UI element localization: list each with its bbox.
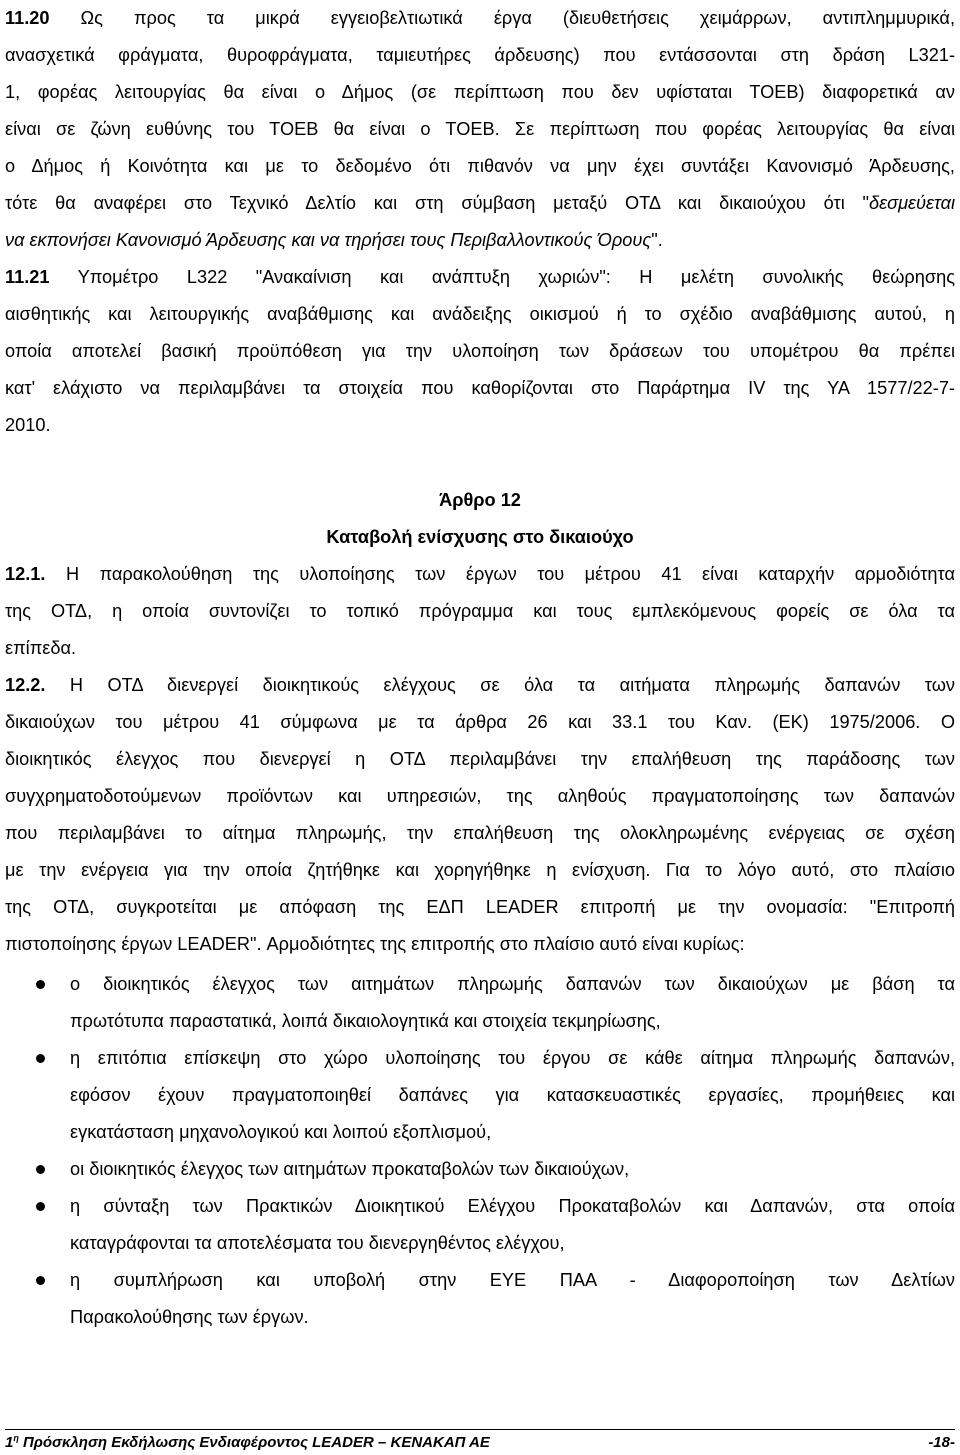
- line-text: ".: [651, 230, 663, 250]
- article-title: Άρθρο 12: [439, 490, 521, 510]
- text-line: [5, 259, 955, 295]
- italic-text: να εκπονήσει Κανονισμό Άρδευσης και να τηρήσει τους Περιβαλλοντικούς Όρους: [5, 230, 652, 250]
- text-line: [5, 0, 955, 36]
- bullet-line: οι διοικητικός έλεγχος των αιτημάτων προκαταβολών των δικαιούχων,: [70, 1159, 630, 1179]
- section-number: 11.21: [5, 267, 50, 287]
- text-line: 2010.: [5, 415, 51, 435]
- text-line: πιστοποίησης έργων LEADER". Αρμοδιότητες της επιτροπής στο πλαίσιο αυτό είναι κυρίως:: [5, 934, 745, 954]
- bullet-line: ο διοικητικός έλεγχος των αιτημάτων πληρωμής δαπανών των δικαιούχων με βάση τα: [70, 974, 955, 994]
- page-number: -18-: [928, 1434, 955, 1451]
- italic-text: δεσμεύεται: [869, 193, 955, 213]
- bullet-dot: [36, 1202, 45, 1211]
- footer-superscript: η: [13, 1433, 19, 1443]
- section-number: 12.1.: [5, 564, 46, 584]
- text-line: ο Δήμος ή Κοινότητα και με το δεδομένο ότι πιθανόν να μην έχει συντάξει Κανονισμό Άρδευσης,: [5, 156, 955, 176]
- bullet-line: η επιτόπια επίσκεψη στο χώρο υλοποίησης του έργου σε κάθε αίτημα πληρωμής δαπανών,: [70, 1048, 955, 1068]
- text-line: δικαιούχων του μέτρου 41 σύμφωνα με τα άρθρα 26 και 33.1 του Καν. (ΕΚ) 1975/2006. Ο: [5, 712, 955, 732]
- line-text: τότε θα αναφέρει στο Τεχνικό Δελτίο και στη σύμβαση μεταξύ ΟΤΔ και δικαιούχου ότι ": [5, 193, 870, 213]
- footer-title: [5, 1431, 490, 1455]
- bullet-line: η συμπλήρωση και υποβολή στην ΕΥΕ ΠΑΑ - Διαφοροποίηση των Δελτίων: [70, 1270, 955, 1290]
- text-line: συγχρηματοδοτούμενων προϊόντων και υπηρεσιών, της αληθούς πραγματοποίησης των δαπανών: [5, 786, 955, 806]
- footer-divider: [5, 1429, 955, 1430]
- line-text: Η παρακολούθηση της υλοποίησης των έργων του μέτρου 41 είναι καταρχήν αρμοδιότητα: [45, 564, 955, 584]
- section-number: 11.20: [5, 8, 50, 28]
- text-line: 1, φορέας λειτουργίας θα είναι ο Δήμος (σε περίπτωση που δεν υφίσταται ΤΟΕΒ) διαφορετικά αν: [5, 82, 955, 102]
- footer-number: 1: [5, 1434, 14, 1451]
- bullet-dot: [36, 1276, 45, 1285]
- text-line: αισθητικής και λειτουργικής αναβάθμισης και ανάδειξης οικισμού ή το σχέδιο αναβάθμισης αυτού, η: [5, 304, 955, 324]
- text-line: που περιλαμβάνει το αίτημα πληρωμής, την επαλήθευση της ολοκληρωμένης ενέργειας σε σχέση: [5, 823, 955, 843]
- text-line: κατ' ελάχιστο να περιλαμβάνει τα στοιχεία που καθορίζονται στο Παράρτημα IV της ΥΑ 1577/22-7-: [5, 378, 955, 398]
- footer-text: Πρόσκληση Εκδήλωσης Ενδιαφέροντος LEADER – ΚΕΝΑΚΑΠ ΑΕ: [18, 1434, 490, 1451]
- line-text: Η ΟΤΔ διενεργεί διοικητικούς ελέγχους σε όλα τα αιτήματα πληρωμής δαπανών των: [45, 675, 955, 695]
- text-line: [5, 222, 955, 258]
- bullet-line: πρωτότυπα παραστατικά, λοιπά δικαιολογητικά και στοιχεία τεκμηρίωσης,: [70, 1011, 661, 1031]
- bullet-line: καταγράφονται τα αποτελέσματα του διενεργηθέντος ελέγχου,: [70, 1233, 565, 1253]
- text-line: της ΟΤΔ, συγκροτείται με απόφαση της ΕΔΠ LEADER επιτροπή με την ονομασία: "Επιτροπή: [5, 897, 955, 917]
- text-line: [5, 185, 955, 221]
- text-line: διοικητικός έλεγχος που διενεργεί η ΟΤΔ περιλαμβάνει την επαλήθευση της παράδοσης των: [5, 749, 955, 769]
- text-line: της ΟΤΔ, η οποία συντονίζει το τοπικό πρόγραμμα και τους εμπλεκόμενους φορείς σε όλα τα: [5, 601, 955, 621]
- bullet-dot: [36, 1054, 45, 1063]
- text-line: [5, 556, 955, 592]
- section-number: 12.2.: [5, 675, 46, 695]
- text-line: επίπεδα.: [5, 638, 77, 658]
- bullet-dot: [36, 980, 45, 989]
- line-text: Υπομέτρο L322 "Ανακαίνιση και ανάπτυξη χωριών": Η μελέτη συνολικής θεώρησης: [49, 267, 955, 287]
- bullet-line: η σύνταξη των Πρακτικών Διοικητικού Ελέγχου Προκαταβολών και Δαπανών, στα οποία: [70, 1196, 955, 1216]
- text-line: με την ενέργεια για την οποία ζητήθηκε και χορηγήθηκε η ενίσχυση. Για το λόγο αυτό, στο πλαίσιο: [5, 860, 955, 880]
- text-line: είναι σε ζώνη ευθύνης του ΤΟΕΒ θα είναι ο ΤΟΕΒ. Σε περίπτωση που φορέας λειτουργίας θα είναι: [5, 119, 955, 139]
- line-text: Ως προς τα μικρά εγγειοβελτιωτικά έργα (διευθετήσεις χειμάρρων, αντιπλημμυρικά,: [49, 8, 955, 28]
- text-line: ανασχετικά φράγματα, θυροφράγματα, ταμιευτήρες άρδευσης) που εντάσσονται στη δράση L321-: [5, 45, 955, 65]
- bullet-line: εγκατάσταση μηχανολογικού και λοιπού εξοπλισμού,: [70, 1122, 492, 1142]
- text-line: [5, 667, 955, 703]
- bullet-dot: [36, 1165, 45, 1174]
- article-subtitle: Καταβολή ενίσχυσης στο δικαιούχο: [326, 527, 634, 547]
- text-line: οποία αποτελεί βασική προϋπόθεση για την υλοποίηση των δράσεων του υπομέτρου θα πρέπει: [5, 341, 955, 361]
- page-footer: [5, 1431, 955, 1455]
- bullet-line: εφόσον έχουν πραγματοποιηθεί δαπάνες για κατασκευαστικές εργασίες, προμήθειες και: [70, 1085, 955, 1105]
- bullet-line: Παρακολούθησης των έργων.: [70, 1307, 309, 1327]
